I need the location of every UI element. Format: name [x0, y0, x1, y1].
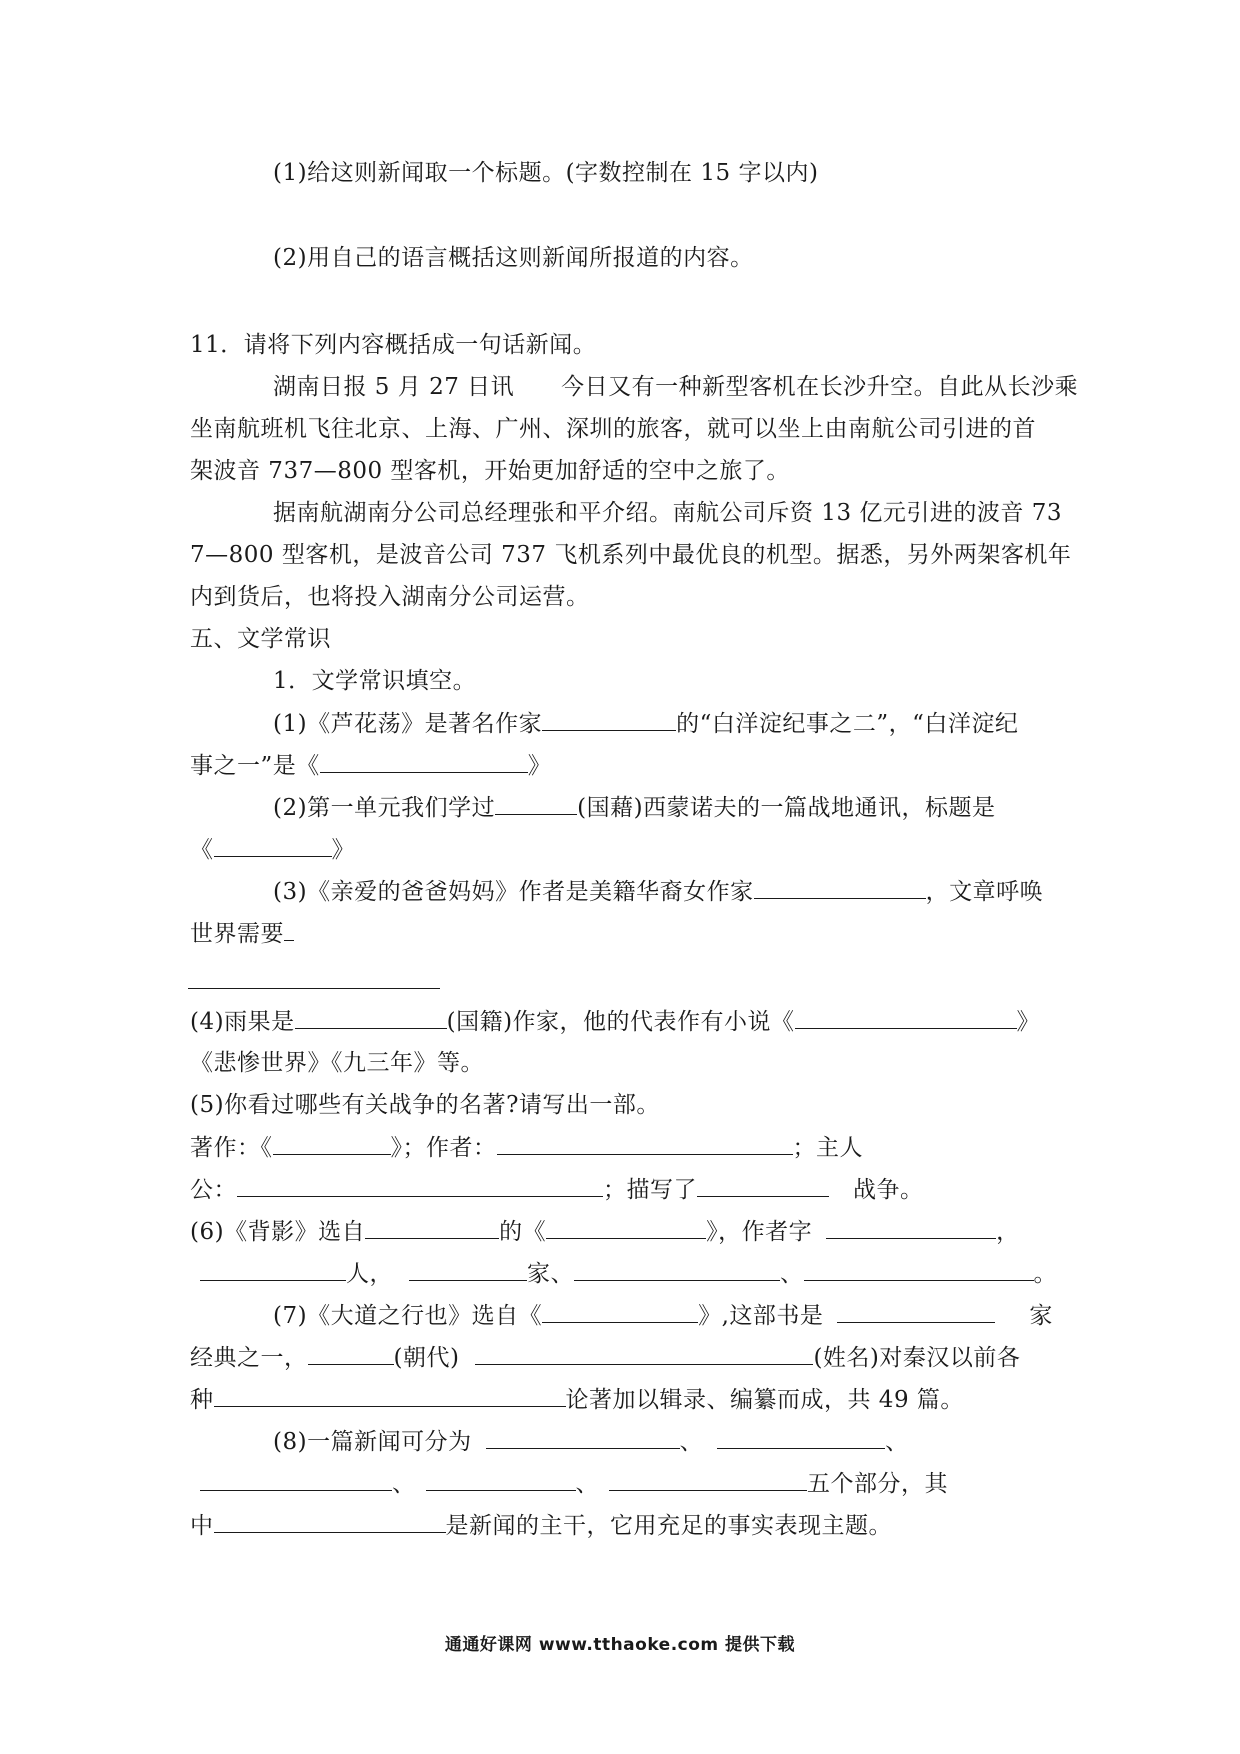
news-part-blank[interactable]	[486, 1426, 680, 1449]
author-blank[interactable]	[497, 1132, 793, 1155]
item5-text-g: 战争。	[853, 1177, 924, 1203]
item1-line1	[273, 708, 1018, 739]
collection-blank[interactable]	[546, 1216, 706, 1239]
item5-text-f: ；描写了	[603, 1177, 697, 1203]
item3-text-a: (3)《亲爱的爸爸妈妈》作者是美籍华裔女作家	[273, 879, 754, 905]
profession-blank[interactable]	[574, 1258, 780, 1281]
item8-text-b: 、	[679, 1429, 704, 1455]
item8-text-h: 是新闻的主干，它用充足的事实表现主题。	[445, 1513, 892, 1539]
item2-line2	[190, 834, 355, 865]
q11-para1-line1: 湖南日报 5 月 27 日讯 今日又有一种新型客机在长沙升空。自此从长沙乘	[273, 374, 1079, 400]
main-part-blank[interactable]	[214, 1510, 446, 1533]
item5-text-c: 》；作者：	[390, 1135, 497, 1161]
item7-text-f: (姓名)对秦汉以前各	[813, 1345, 1021, 1371]
item7-text-e: (朝代)	[393, 1345, 460, 1371]
q11-para2-line2: 7—800 型客机，是波音公司 737 飞机系列中最优良的机型。据悉，另外两架客机年	[190, 542, 1072, 568]
item6-text-g: 、	[780, 1261, 804, 1287]
item6-line1	[190, 1216, 1020, 1247]
item8-text-e: 、	[575, 1471, 599, 1497]
nationality-blank[interactable]	[495, 792, 577, 815]
q10-sub1: (1)给这则新闻取一个标题。(字数控制在 15 字以内)	[273, 160, 819, 186]
item7-line3	[190, 1384, 964, 1415]
title-blank[interactable]	[320, 750, 528, 773]
courtesy-name-blank[interactable]	[826, 1216, 996, 1239]
item1-text-d: 》	[527, 753, 552, 779]
news-part-blank[interactable]	[609, 1468, 807, 1491]
item7-text-a: (7)《大道之行也》选自《	[273, 1303, 543, 1329]
item8-text-f: 五个部分，其	[807, 1471, 948, 1497]
item8-text-g: 中	[190, 1513, 214, 1539]
item6-text-f: 家、	[527, 1261, 574, 1287]
book-blank[interactable]	[273, 1132, 391, 1155]
item4-text-c: 》	[1016, 1009, 1041, 1035]
item3-text-b: ，文章呼唤	[925, 879, 1044, 905]
novel-blank[interactable]	[795, 1006, 1017, 1029]
author-blank[interactable]	[365, 1216, 499, 1239]
item2-text-b: (国藉)西蒙诺夫的一篇战地通讯，标题是	[577, 795, 996, 821]
item6-text-b: 的《	[499, 1219, 547, 1245]
item7-line2	[190, 1342, 1020, 1373]
war-blank[interactable]	[697, 1174, 829, 1197]
item7-text-h: 论著加以辑录、编纂而成，共 49 篇。	[565, 1387, 964, 1413]
item8-line3	[190, 1510, 892, 1541]
item5-text-d: ；主人	[792, 1135, 863, 1161]
profession-blank[interactable]	[804, 1258, 1034, 1281]
item5-line1: (5)你看过哪些有关战争的名著?请写出一部。	[190, 1092, 660, 1118]
profession-blank[interactable]	[409, 1258, 527, 1281]
item7-text-b: 》,这部书是	[698, 1303, 824, 1329]
item5-text-e: 公：	[190, 1177, 237, 1203]
answer-blank-start[interactable]	[284, 918, 294, 941]
item6-text-a: (6)《背影》选自	[190, 1219, 366, 1245]
name-blank[interactable]	[475, 1342, 813, 1365]
school-blank[interactable]	[837, 1300, 995, 1323]
q11-prompt: 11．请将下列内容概括成一句话新闻。	[190, 332, 597, 358]
section-heading: 五、文学常识	[190, 626, 331, 652]
news-part-blank[interactable]	[717, 1426, 885, 1449]
page-footer: 通通好课网 www.tthaoke.com 提供下载	[444, 1635, 796, 1655]
q10-sub2: (2)用自己的语言概括这则新闻所报道的内容。	[273, 245, 754, 271]
item8-line2	[190, 1468, 948, 1499]
item8-text-a: (8)一篇新闻可分为	[273, 1429, 472, 1455]
q11-para2-line3: 内到货后，也将投入湖南分公司运营。	[190, 584, 590, 610]
item3-text-c: 世界需要	[190, 921, 284, 947]
news-part-blank[interactable]	[200, 1468, 392, 1491]
item8-text-c: 、	[885, 1429, 909, 1455]
q11-para1-line2: 坐南航班机飞往北京、上海、广州、深圳的旅客，就可以坐上由南航公司引进的首	[190, 416, 1036, 442]
item5-line3	[190, 1174, 924, 1205]
item5-text-b: 著作：《	[190, 1135, 273, 1161]
item1-line2	[190, 750, 551, 781]
dynasty-blank[interactable]	[308, 1342, 394, 1365]
book-blank[interactable]	[542, 1300, 698, 1323]
item4-line2: 《悲惨世界》《九三年》等。	[190, 1050, 484, 1076]
q11-para2-line1: 据南航湖南分公司总经理张和平介绍。南航公司斥资 13 亿元引进的波音 73	[273, 500, 1062, 526]
answer-blank-line[interactable]	[188, 988, 440, 989]
item8-line1	[273, 1426, 909, 1457]
item2-text-d: 》	[331, 837, 355, 863]
item7-text-c: 家	[1029, 1303, 1053, 1329]
item2-text-a: (2)第一单元我们学过	[273, 795, 496, 821]
item4-text-a: (4)雨果是	[190, 1009, 295, 1035]
item7-text-g: 种	[190, 1387, 214, 1413]
news-part-blank[interactable]	[426, 1468, 576, 1491]
section-q1-prompt: 1．文学常识填空。	[273, 668, 477, 694]
item2-line1	[273, 792, 996, 823]
hometown-blank[interactable]	[200, 1258, 346, 1281]
nationality-blank[interactable]	[295, 1006, 447, 1029]
item3-line1	[273, 876, 1043, 907]
title-blank[interactable]	[214, 834, 332, 857]
item1-text-c: 事之一”是《	[190, 753, 320, 779]
item4-text-b: (国籍)作家，他的代表作有小说《	[446, 1009, 795, 1035]
item6-text-e: 人，	[346, 1261, 393, 1287]
item3-line2	[190, 918, 294, 949]
item6-text-d: ，	[996, 1219, 1020, 1245]
item8-text-d: 、	[392, 1471, 416, 1497]
author-blank[interactable]	[542, 708, 676, 731]
protagonist-blank[interactable]	[237, 1174, 603, 1197]
item2-text-c: 《	[190, 837, 214, 863]
genre-blank[interactable]	[214, 1384, 566, 1407]
item7-line1	[273, 1300, 1053, 1331]
item5-line2	[190, 1132, 863, 1163]
item7-text-d: 经典之一，	[190, 1345, 308, 1371]
item1-text-a: (1)《芦花荡》是著名作家	[273, 711, 543, 737]
item6-text-c: 》，作者字	[706, 1219, 813, 1245]
item4-line1	[190, 1006, 1040, 1037]
author-blank[interactable]	[754, 876, 926, 899]
q11-para1-line3: 架波音 737—800 型客机，开始更加舒适的空中之旅了。	[190, 458, 790, 484]
item6-line2	[190, 1258, 1057, 1289]
item6-text-h: 。	[1033, 1261, 1057, 1287]
item1-text-b: 的“白洋淀纪事之二”，“白洋淀纪	[676, 711, 1019, 737]
